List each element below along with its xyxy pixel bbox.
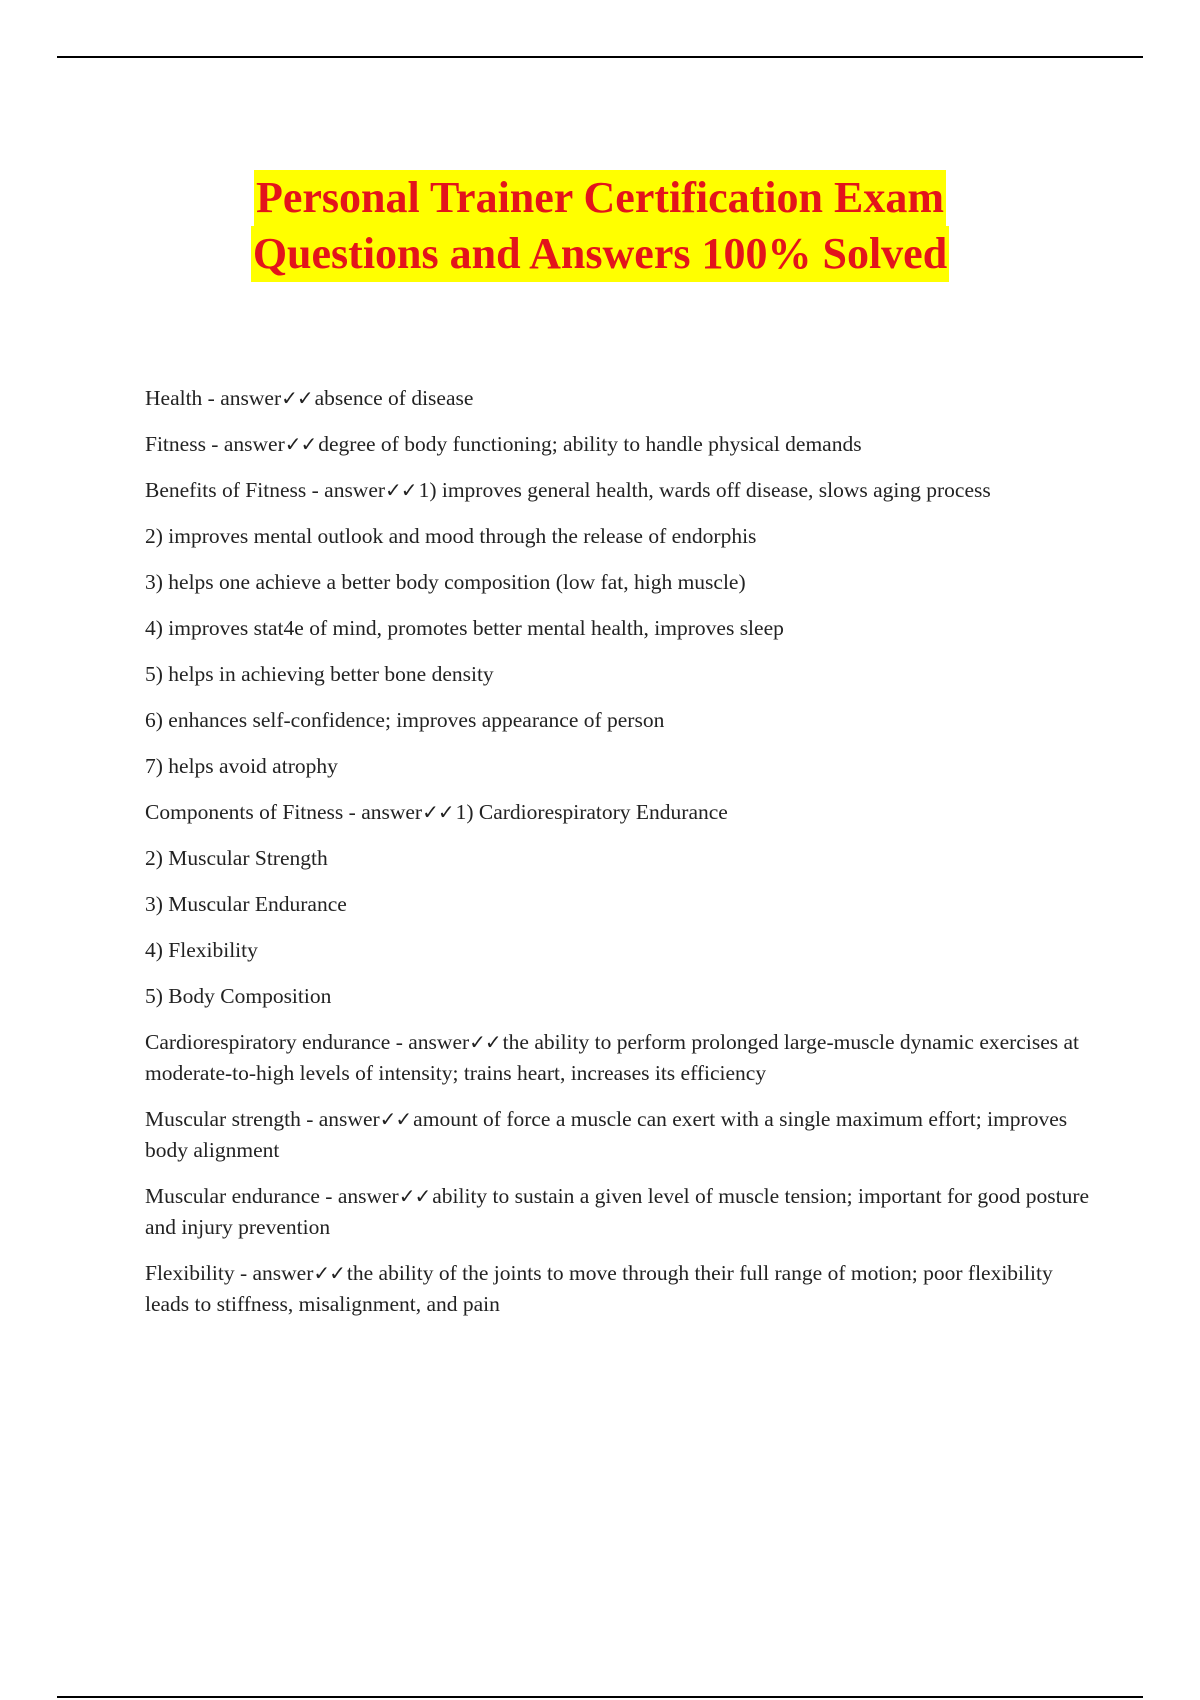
entry-term: Health - answer	[145, 386, 282, 410]
entry-answer: the ability to perform prolonged large-muscle dynamic exercises at moderate-to-high levels of intensity; trains heart, increases its efficiency	[145, 1030, 1079, 1085]
list-item: 7) helps avoid atrophy	[145, 754, 338, 778]
title-line-1: Personal Trainer Certification Exam	[254, 170, 946, 226]
qa-entry	[145, 1104, 1095, 1166]
check-icon: ✓✓	[469, 1030, 501, 1054]
qa-entry	[145, 1258, 1095, 1320]
list-item: 4) Flexibility	[145, 938, 258, 962]
check-icon: ✓✓	[398, 1184, 431, 1208]
entry-answer: degree of body functioning; ability to handle physical demands	[318, 432, 862, 456]
entry-term: Muscular endurance - answer	[145, 1184, 399, 1208]
list-item: 6) enhances self-confidence; improves appearance of person	[145, 708, 665, 732]
entry-answer: absence of disease	[314, 386, 474, 410]
qa-entry	[145, 797, 1095, 828]
document-title	[0, 170, 1200, 282]
check-icon: ✓✓	[313, 1261, 345, 1285]
entry-answer: 1) Cardiorespiratory Endurance	[455, 800, 728, 824]
list-item: 2) Muscular Strength	[145, 846, 328, 870]
check-icon: ✓✓	[379, 1107, 412, 1131]
list-item: 3) Muscular Endurance	[145, 892, 347, 916]
entry-answer: amount of force a muscle can exert with a single maximum effort; improves body alignment	[145, 1107, 1068, 1162]
qa-entry	[145, 1027, 1095, 1089]
entry-answer: the ability of the joints to move through their full range of motion; poor flexibility leads to stiffness, misalignment, and pain	[145, 1261, 1053, 1316]
list-item: 5) Body Composition	[145, 984, 332, 1008]
qa-entry	[145, 383, 1095, 414]
entry-term: Muscular strength - answer	[145, 1107, 380, 1131]
document-body	[145, 383, 1095, 1335]
qa-entry	[145, 429, 1095, 460]
check-icon: ✓✓	[422, 800, 454, 824]
title-line-2: Questions and Answers 100% Solved	[251, 226, 949, 282]
entry-term: Cardiorespiratory endurance - answer	[145, 1030, 470, 1054]
list-item: 5) helps in achieving better bone density	[145, 662, 494, 686]
check-icon: ✓✓	[385, 478, 417, 502]
list-item: 4) improves stat4e of mind, promotes better mental health, improves sleep	[145, 616, 784, 640]
entry-term: Flexibility - answer	[145, 1261, 314, 1285]
list-item: 2) improves mental outlook and mood through the release of endorphis	[145, 524, 757, 548]
entry-answer: ability to sustain a given level of muscle tension; important for good posture and injury prevention	[145, 1184, 1090, 1239]
entry-term: Benefits of Fitness - answer	[145, 478, 386, 502]
top-rule	[57, 56, 1143, 58]
entry-term: Components of Fitness - answer	[145, 800, 423, 824]
qa-entry	[145, 1181, 1095, 1243]
bottom-rule	[57, 1696, 1143, 1698]
entry-term: Fitness - answer	[145, 432, 285, 456]
check-icon: ✓✓	[281, 386, 313, 410]
entry-answer: 1) improves general health, wards off disease, slows aging process	[418, 478, 991, 502]
list-item: 3) helps one achieve a better body composition (low fat, high muscle)	[145, 570, 746, 594]
check-icon: ✓✓	[284, 432, 317, 456]
qa-entry	[145, 475, 1095, 506]
